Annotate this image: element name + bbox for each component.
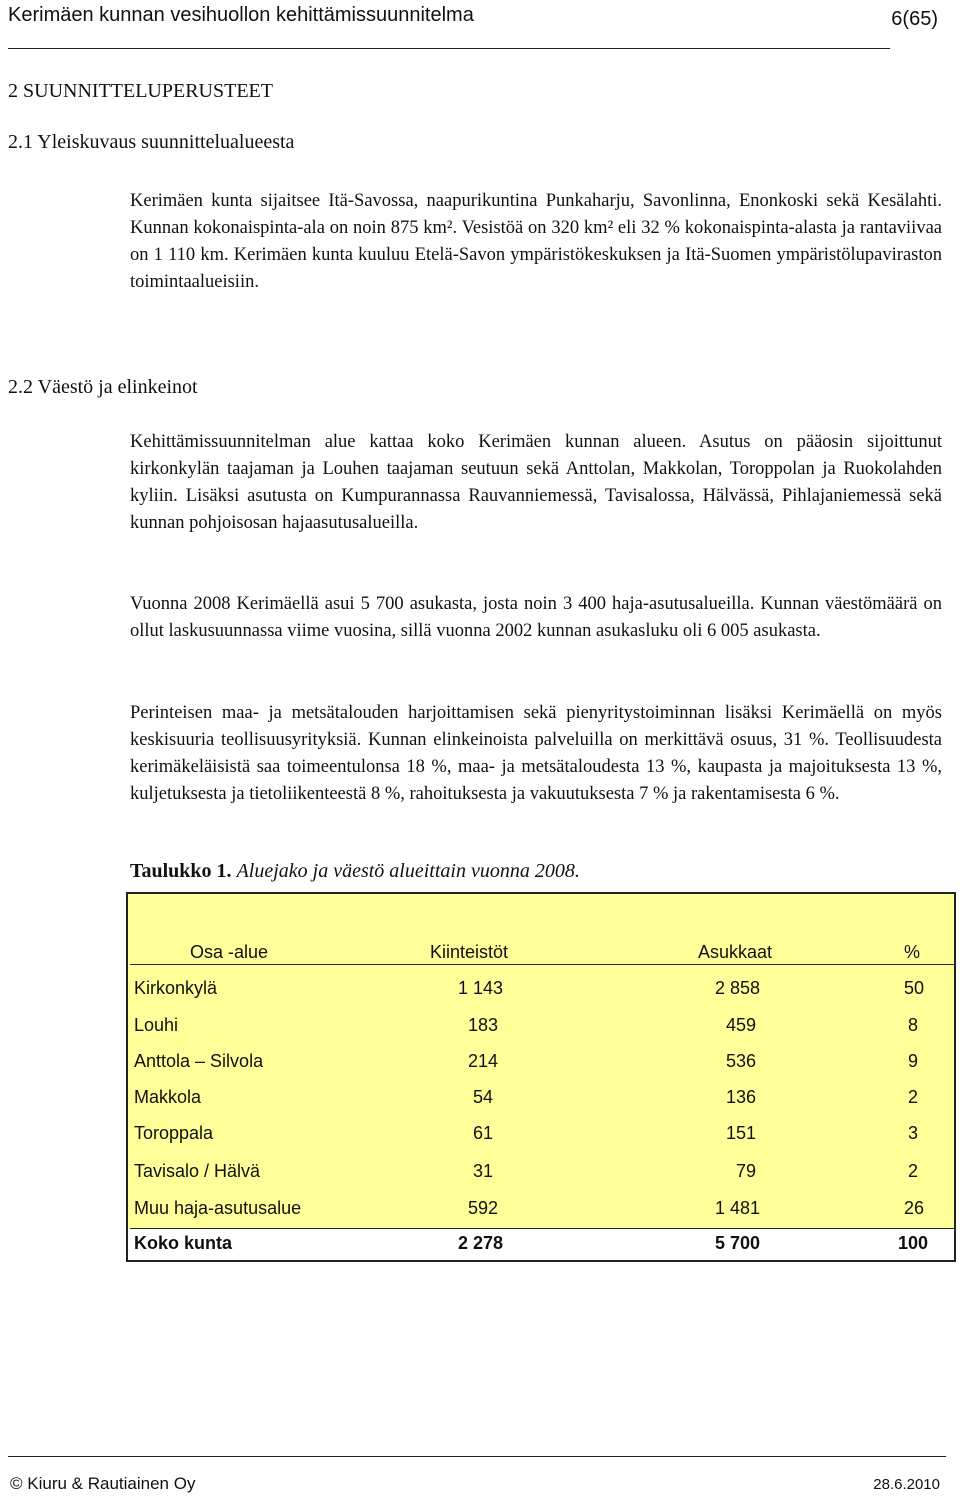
cell-area: Louhi: [134, 1015, 179, 1035]
cell-properties: 1 143: [458, 978, 504, 998]
cell-properties: 54: [473, 1087, 494, 1107]
cell-total-properties: 2 278: [458, 1233, 504, 1253]
cell-total-residents: 5 700: [715, 1233, 761, 1253]
cell-residents: 151: [726, 1123, 757, 1143]
cell-percent: 3: [907, 1123, 918, 1143]
population-table: [126, 892, 956, 1262]
cell-residents: 1 481: [715, 1198, 761, 1218]
cell-properties: 592: [468, 1198, 499, 1218]
cell-area: Kirkonkylä: [134, 978, 218, 998]
subsection-heading-2-2: 2.2 Väestö ja elinkeinot: [8, 376, 198, 398]
cell-properties: 61: [473, 1123, 494, 1143]
subsection-heading-2-1: 2.1 Yleiskuvaus suunnittelualueesta: [8, 131, 295, 153]
header-residents: Asukkaat: [698, 942, 773, 962]
cell-percent: 50: [903, 978, 924, 998]
table-row: [128, 1045, 954, 1079]
cell-percent: 9: [907, 1051, 918, 1071]
section-heading: 2 SUUNNITTELUPERUSTEET: [8, 80, 273, 102]
cell-percent: 2: [907, 1161, 918, 1181]
cell-percent: 2: [907, 1087, 918, 1107]
cell-properties: 183: [468, 1015, 499, 1035]
cell-percent: 26: [903, 1198, 924, 1218]
table-row: [128, 1155, 954, 1189]
cell-area: Anttola – Silvola: [134, 1051, 264, 1071]
cell-properties: 31: [473, 1161, 494, 1181]
page-number: 6(65): [891, 8, 938, 30]
table-row: [128, 1117, 954, 1151]
table-total-row: [128, 1229, 954, 1260]
header-properties: Kiinteistöt: [430, 942, 509, 962]
cell-properties: 214: [468, 1051, 499, 1071]
cell-area: Tavisalo / Hälvä: [134, 1161, 261, 1181]
footer-divider: [8, 1456, 946, 1457]
cell-residents: 459: [726, 1015, 757, 1035]
table-row: [128, 972, 954, 1006]
table-caption-text: Aluejako ja väestö alueittain vuonna 2008.: [236, 860, 580, 882]
cell-area: Makkola: [134, 1087, 202, 1107]
paragraph-overview: Kerimäen kunta sijaitsee Itä-Savossa, naapurikuntina Punkaharju, Savonlinna, Enonkoski sekä Kesälahti. Kunnan kokonaispinta-ala on noin 875 km². Vesistöä on 320 km² eli 32 % kokonaispinta-alasta ja rantaviivaa on 1 110 km. Kerimäen kunta kuuluu Etelä-Savon ympäristökeskuksen ja Itä-Suomen ympäristölupaviraston toimintaalueisiin.: [130, 191, 942, 292]
header-area: Osa -alue: [190, 942, 269, 962]
cell-total-percent: 100: [897, 1233, 928, 1253]
footer-date: 28.6.2010: [873, 1476, 940, 1493]
cell-residents: 536: [726, 1051, 757, 1071]
header-percent: %: [903, 942, 920, 962]
table-row: [128, 1081, 954, 1115]
header-divider: [8, 48, 890, 49]
footer-copyright: © Kiuru & Rautiainen Oy: [10, 1474, 196, 1493]
cell-total-area: Koko kunta: [134, 1233, 233, 1253]
table-caption-label: Taulukko 1.: [130, 860, 232, 882]
cell-percent: 8: [907, 1015, 918, 1035]
cell-residents: 79: [736, 1161, 757, 1181]
cell-residents: 2 858: [715, 978, 761, 998]
table-header-row: [128, 938, 954, 972]
cell-area: Muu haja-asutusalue: [134, 1198, 302, 1218]
table-row: [128, 1009, 954, 1043]
document-header-title: Kerimäen kunnan vesihuollon kehittämissuunnitelma: [8, 4, 474, 26]
table-row: [128, 1192, 954, 1226]
header-underline: [130, 964, 956, 965]
table-caption: [130, 860, 580, 883]
paragraph-population: Vuonna 2008 Kerimäellä asui 5 700 asukasta, josta noin 3 400 haja-asutusalueilla. Kunnan väestömäärä on ollut laskusuunnassa viime vuosina, sillä vuonna 2002 kunnan asukasluku oli 6 005 asukasta.: [130, 594, 942, 641]
cell-area: Toroppala: [134, 1123, 214, 1143]
cell-residents: 136: [726, 1087, 757, 1107]
paragraph-livelihoods: Perinteisen maa- ja metsätalouden harjoittamisen sekä pienyritystoiminnan lisäksi Kerimäellä on myös keskisuuria teollisuusyrityksiä. Kunnan elinkeinoista palveluilla on merkittävä osuus, 31 %. Teollisuudesta kerimäkeläisistä saa toimeentulonsa 18 %, maa- ja metsätaloudesta 13 %, kaupasta ja majoituksesta 13 %, kuljetuksesta ja tietoliikenteestä 8 %, rahoituksesta ja vakuutuksesta 7 % ja rakentamisesta 6 %.: [130, 703, 942, 804]
paragraph-area-coverage: Kehittämissuunnitelman alue kattaa koko Kerimäen kunnan alueen. Asutus on pääosin sijoittunut kirkonkylän taajaman ja Louhen taajaman seutuun sekä Anttolan, Makkolan, Toroppolan ja Ruokolahden kyliin. Lisäksi asutusta on Kumpurannassa Rauvanniemessä, Tavisalossa, Hälvässä, Pihlajaniemessä sekä kunnan pohjoisosan hajaasutusalueilla.: [130, 432, 942, 533]
